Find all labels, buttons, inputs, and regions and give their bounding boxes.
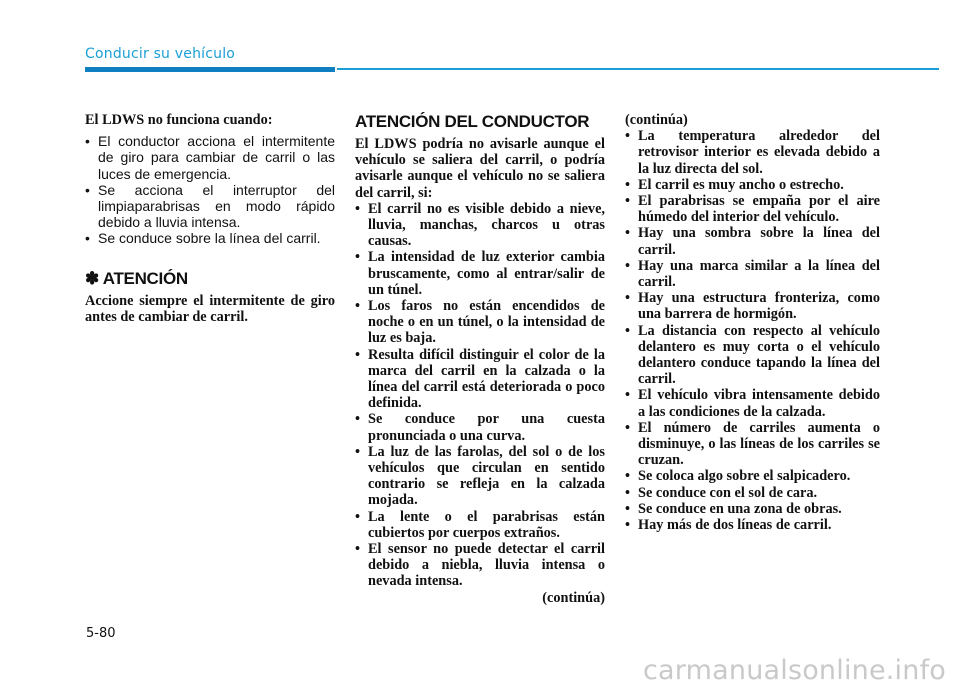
bullet-icon: • (355, 508, 361, 525)
list-item: • Hay una estructura fronteriza, como una barrera de hormigón. (625, 290, 880, 323)
bullet-icon: • (355, 200, 361, 217)
intro-text: El LDWS podría no avisarle aunque el vehículo se saliera del carril, o podría avisarle aunque el vehículo no se saliera del carril, si: (355, 136, 605, 201)
ldws-conditions-list (85, 133, 335, 246)
bullet-icon: • (625, 290, 631, 307)
list-item: • El número de carriles aumenta o disminuye, o las líneas de los carriles se cruzan. (625, 419, 880, 469)
header-bar (85, 67, 335, 72)
warning-title: ✽ ATENCIÓN (85, 268, 188, 288)
bullet-icon: • (355, 346, 361, 363)
bullet-icon: • (625, 500, 631, 517)
bullet-icon: • (625, 128, 631, 145)
section-title: Conducir su vehículo (85, 46, 236, 62)
list-item: • El parabrisas se empaña por el aire húmedo del interior del vehículo. (625, 193, 880, 226)
warning-text: Accione siempre el intermitente de giro antes de cambiar de carril. (85, 292, 335, 325)
watermark: carmanualsonline.info (643, 655, 946, 686)
page-number: 5-80 (86, 626, 116, 641)
bullet-icon: • (355, 541, 361, 558)
continued-label: (continúa) (542, 589, 605, 606)
list-item: • Hay una sombra sobre la línea del carril. (625, 225, 880, 258)
bullet-icon: • (355, 298, 361, 315)
bullet-icon: • (85, 230, 90, 247)
list-item: • El carril no es visible debido a nieve, lluvia, manchas, charcos u otras causas. (355, 200, 605, 250)
list-item: • Se acciona el interruptor del limpiaparabrisas en modo rápido debido a lluvia intensa. (85, 181, 335, 231)
bullet-icon: • (85, 133, 90, 150)
bullet-icon: • (85, 181, 90, 198)
bullet-icon: • (355, 443, 361, 460)
bullet-icon: • (625, 517, 631, 534)
bullet-icon: • (355, 249, 361, 266)
bullet-icon: • (625, 322, 631, 339)
conditions-list (355, 201, 605, 590)
driver-attention-title: ATENCIÓN DEL CONDUCTOR (355, 112, 590, 131)
header-rule (337, 68, 939, 70)
list-item: • Se conduce por una cuesta pronunciada o una curva. (355, 411, 605, 444)
list-item: • La intensidad de luz exterior cambia bruscamente, como al entrar/salir de un túnel. (355, 249, 605, 298)
list-item: • El carril es muy ancho o estrecho. (625, 176, 844, 193)
list-item: • La temperatura alrededor del retrovisor interior es elevada debido a la luz directa del sol. (625, 128, 880, 177)
list-item: • Se conduce con el sol de cara. (625, 484, 818, 501)
list-item: • La luz de las farolas, del sol o de los vehículos que circulan en sentido contrario se refleja en la calzada mojada. (355, 443, 605, 509)
bullet-icon: • (625, 257, 631, 274)
list-item: • Se conduce sobre la línea del carril. (85, 230, 321, 247)
list-item: • Hay más de dos líneas de carril. (625, 517, 832, 534)
column-middle (355, 112, 605, 606)
list-item: • La lente o el parabrisas están cubiertos por cuerpos extraños. (355, 508, 605, 541)
list-item: • Se coloca algo sobre el salpicadero. (625, 468, 851, 485)
bullet-icon: • (625, 419, 631, 436)
list-item: • El vehículo vibra intensamente debido a las condiciones de la calzada. (625, 387, 880, 420)
bullet-icon: • (625, 193, 631, 210)
list-item: • Los faros no están encendidos de noche o en un túnel, o la intensidad de luz es baja. (355, 298, 605, 347)
list-item: • La distancia con respecto al vehículo delantero es muy corta o el vehículo delantero conduce tapando la línea del carril. (625, 322, 880, 388)
list-item: • Se conduce en una zona de obras. (625, 500, 842, 517)
bullet-icon: • (355, 411, 361, 428)
list-item: • Resulta difícil distinguir el color de la marca del carril en la calzada o la línea del carril está deteriorada o poco definida. (355, 346, 605, 412)
ldws-heading: El LDWS no funciona cuando: (85, 112, 273, 128)
list-item: • Hay una marca similar a la línea del carril. (625, 257, 880, 291)
column-right (625, 112, 880, 533)
list-item: • El conductor acciona el intermitente de giro para cambiar de carril o las luces de emergencia. (85, 133, 335, 182)
bullet-icon: • (625, 468, 631, 485)
bullet-icon: • (625, 484, 631, 501)
bullet-icon: • (625, 387, 631, 404)
continued-label: (continúa) (625, 112, 688, 128)
bullet-icon: • (625, 176, 631, 193)
column-left (85, 112, 335, 325)
bullet-icon: • (625, 225, 631, 242)
list-item: • El sensor no puede detectar el carril debido a niebla, lluvia intensa o nevada intensa. (355, 541, 605, 590)
conditions-list-continued (625, 128, 880, 533)
